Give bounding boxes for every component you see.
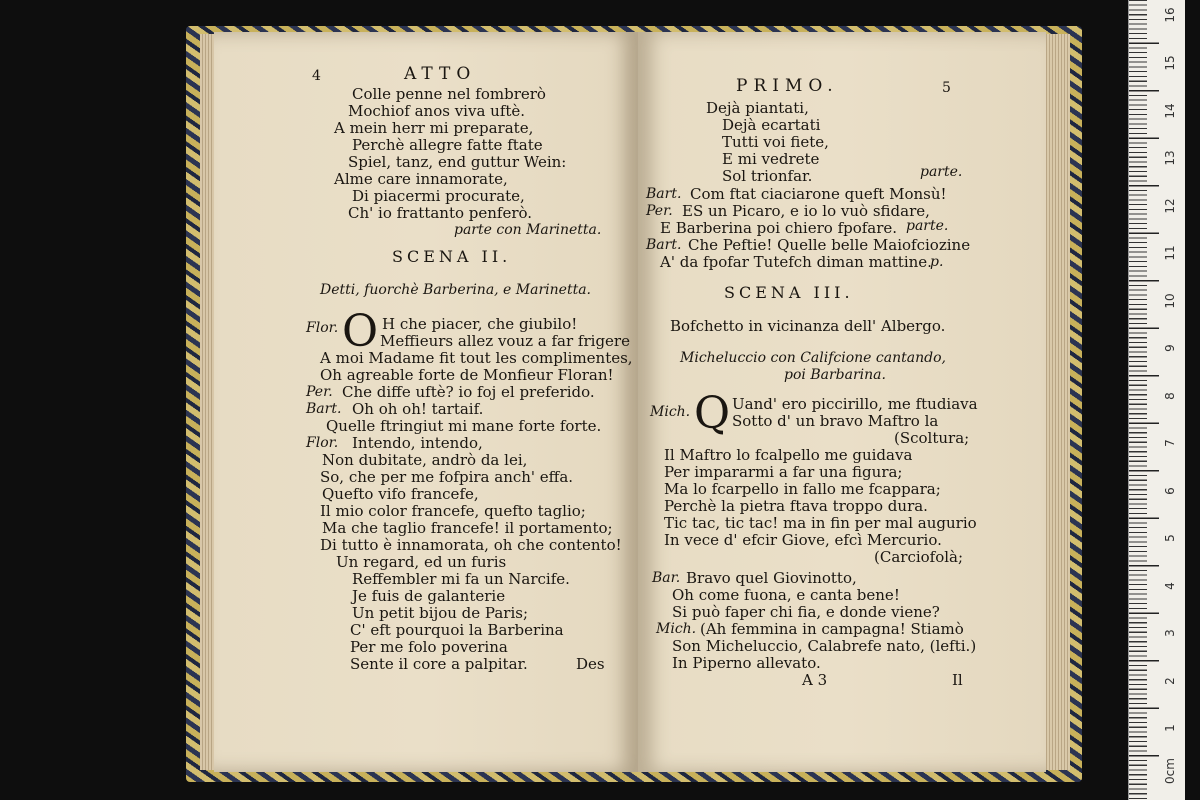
speaker-label: Flor. [306, 435, 339, 451]
ruler-label: 4 [1163, 582, 1177, 590]
verse-line: Che Peftie! Quelle belle Maiofciozine [688, 236, 971, 254]
verse-line: Sotto d' un bravo Maftro la [732, 412, 939, 430]
verse-line: (Ah femmina in campagna! Stiamò [700, 620, 964, 638]
speaker-label: Per. [306, 384, 333, 400]
verse-line: Alme care innamorate, [334, 170, 508, 188]
verse-line: Ma lo fcarpello in fallo me fcappara; [664, 480, 941, 498]
verse-line: So, che per me fofpira anch' effa. [320, 468, 574, 486]
scene-characters: Micheluccio con Califcione cantando, [680, 350, 946, 366]
scene-title: SCENA III. [724, 283, 854, 302]
speaker-label: Bar. [652, 570, 681, 586]
ruler-label: 16 [1163, 7, 1177, 23]
verse-line: Com ftat ciaciarone queft Monsù! [690, 185, 947, 203]
verse-line: A mein herr mi preparate, [334, 119, 534, 137]
verse-line: Perchè allegre fatte ftate [352, 136, 543, 154]
verse-line: Per impararmi a far una figura; [664, 463, 903, 481]
verse-line: Oh come fuona, e canta bene! [672, 586, 900, 604]
speaker-label: Bart. [306, 401, 342, 417]
page-number: 5 [942, 80, 951, 96]
verse-line: C' eft pourquoi la Barberina [350, 621, 564, 639]
signature-mark: A 3 [802, 671, 828, 689]
catchword: Des [576, 655, 605, 673]
verse-line: Ch' io frattanto penferò. [348, 204, 533, 222]
verse-line: ES un Picaro, e io lo vuò sfidare, [682, 202, 930, 220]
verse-line: Ma che taglio francefe! il portamento; [322, 519, 613, 537]
right-page [638, 32, 1046, 772]
speaker-label: Bart. [646, 186, 682, 202]
verse-line: (Carciofolà; [874, 548, 964, 566]
speaker-label: Flor. [306, 320, 339, 336]
verse-line: Dejà piantati, [706, 99, 809, 117]
verse-line: Quefto vifo francefe, [322, 485, 479, 503]
running-head: ATTO [404, 64, 477, 84]
verse-line: Tic tac, tic tac! ma in fin per mal augurio [664, 514, 977, 532]
verse-line: Sente il core a palpitar. [350, 655, 528, 673]
verse-line: Tutti voi fiete, [722, 133, 829, 151]
verse-line: Il mio color francefe, quefto taglio; [320, 502, 586, 520]
verse-line: Di piacermi procurate, [352, 187, 525, 205]
page-number: 4 [312, 68, 321, 84]
verse-line: Meffieurs allez vouz a far frigere [380, 332, 630, 350]
verse-line: In vece d' efcir Giove, efcì Mercurio. [664, 531, 942, 549]
verse-line: E mi vedrete [722, 150, 820, 168]
verse-line: E Barberina poi chiero fpofare. [660, 219, 898, 237]
ruler-label: 5 [1163, 534, 1177, 542]
verse-line: Che diffe uftè? io foj el preferido. [342, 383, 595, 401]
verse-line: A moi Madame fit tout les complimentes, [320, 349, 633, 367]
verse-line: Per me folo poverina [350, 638, 508, 656]
ruler-label: 1 [1163, 724, 1177, 732]
speaker-label: Bart. [646, 237, 682, 253]
verse-line: Quelle ftringiut mi mane forte forte. [326, 417, 602, 435]
verse-line: Colle penne nel fombrerò [352, 85, 546, 103]
verse-line: Son Micheluccio, Calabrefe nato, (lefti.) [672, 637, 977, 655]
speaker-label: Per. [646, 203, 673, 219]
drop-cap: O [342, 306, 379, 357]
running-head: PRIMO. [736, 76, 839, 96]
scene-title: SCENA II. [392, 247, 512, 266]
verse-line: Si può faper chi fia, e donde viene? [672, 603, 940, 621]
verse-line: Un regard, ed un furis [336, 553, 507, 571]
ruler-label: 8 [1163, 392, 1177, 400]
stage-direction: parte. [906, 218, 949, 234]
verse-line: Bravo quel Giovinotto, [686, 569, 857, 587]
scene-characters: Detti, fuorchè Barberina, e Marinetta. [320, 282, 591, 298]
ruler-label: 15 [1163, 55, 1177, 71]
ruler-label: 10 [1163, 293, 1177, 309]
measuring-ruler [1128, 0, 1185, 800]
ruler-label: 14 [1163, 103, 1177, 119]
verse-line: Dejà ecartati [722, 116, 821, 134]
stage-direction: parte. [920, 164, 963, 180]
page-edges-right [1044, 34, 1070, 770]
verse-line: Mochiof anos viva uftè. [348, 102, 526, 120]
catchword: Il [952, 671, 963, 689]
verse-line: Intendo, intendo, [352, 434, 483, 452]
verse-line: Uand' ero piccirillo, me ftudiava [732, 395, 978, 413]
ruler-label: 9 [1163, 344, 1177, 352]
speaker-label: Mich. [656, 621, 697, 637]
verse-line: Oh oh oh! tartaif. [352, 400, 484, 418]
verse-line: In Piperno allevato. [672, 654, 821, 672]
ruler-major-ticks [1129, 0, 1159, 800]
scene-characters: poi Barbarina. [784, 367, 886, 383]
drop-cap: Q [694, 388, 731, 439]
ruler-label: 6 [1163, 487, 1177, 495]
ruler-label: 3 [1163, 629, 1177, 637]
stage-direction: parte con Marinetta. [454, 222, 602, 238]
speaker-label: Mich. [650, 404, 691, 420]
ruler-label: 7 [1163, 439, 1177, 447]
left-page [214, 32, 638, 772]
verse-line: Sol trionfar. [722, 167, 813, 185]
ruler-label: 11 [1163, 245, 1177, 261]
verse-line: Je fuis de galanterie [352, 587, 506, 605]
verse-line: Non dubitate, andrò da lei, [322, 451, 528, 469]
verse-line: (Scoltura; [894, 429, 970, 447]
ruler-label: 13 [1163, 150, 1177, 166]
verse-line: Perchè la pietra ftava troppo dura. [664, 497, 928, 515]
verse-line: Un petit bijou de Paris; [352, 604, 529, 622]
verse-line: H che piacer, che giubilo! [382, 315, 578, 333]
ruler-label: 0cm [1163, 758, 1177, 784]
stage-direction: p. [930, 254, 944, 270]
verse-line: A' da fpofar Tutefch diman mattine. [660, 253, 932, 271]
verse-line: Oh agreable forte de Monfieur Floran! [320, 366, 614, 384]
ruler-label: 2 [1163, 677, 1177, 685]
ruler-label: 12 [1163, 198, 1177, 214]
verse-line: Reffembler mi fa un Narcife. [352, 570, 570, 588]
verse-line: Spiel, tanz, end guttur Wein: [348, 153, 567, 171]
verse-line: Di tutto è innamorata, oh che contento! [320, 536, 622, 554]
scene-setting: Bofchetto in vicinanza dell' Albergo. [670, 317, 946, 335]
verse-line: Il Maftro lo fcalpello me guidava [664, 446, 913, 464]
